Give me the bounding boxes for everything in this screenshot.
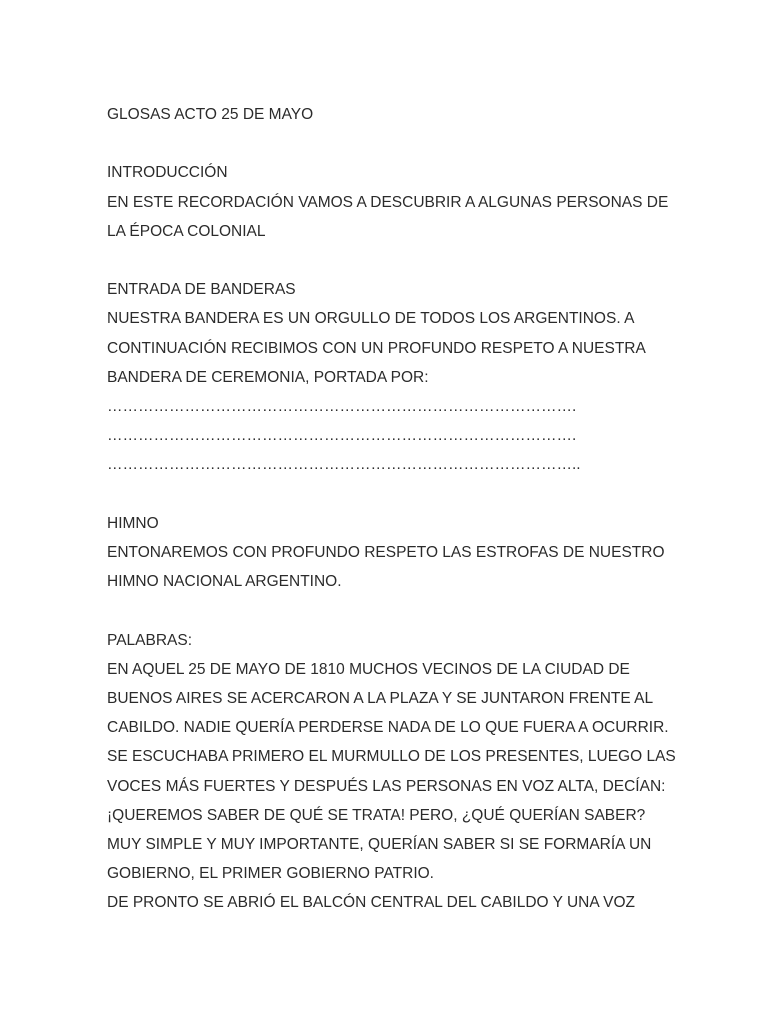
anthem-line: ENTONAREMOS CON PROFUNDO RESPETO LAS ESTROFAS DE NUESTRO <box>107 544 665 561</box>
document-page <box>107 100 687 918</box>
flags-line: NUESTRA BANDERA ES UN ORGULLO DE TODOS LOS ARGENTINOS. A <box>107 310 635 328</box>
words-line: DE PRONTO SE ABRIÓ EL BALCÓN CENTRAL DEL CABILDO Y UNA VOZ <box>107 894 636 912</box>
flag-bearer-blank: ……………………………………………………………………………….. <box>107 456 581 474</box>
anthem-line: HIMNO NACIONAL ARGENTINO. <box>107 573 342 591</box>
flags-heading: ENTRADA DE BANDERAS <box>107 281 296 299</box>
words-line: MUY SIMPLE Y MUY IMPORTANTE, QUERÍAN SABER SI SE FORMARÍA UN <box>107 836 652 854</box>
words-line: VOCES MÁS FUERTES Y DESPUÉS LAS PERSONAS EN VOZ ALTA, DECÍAN: <box>107 777 666 795</box>
spacer <box>107 480 687 509</box>
words-line: CABILDO. NADIE QUERÍA PERDERSE NADA DE LO QUE FUERA A OCURRIR. <box>107 719 669 737</box>
spacer <box>107 129 687 158</box>
intro-heading: INTRODUCCIÓN <box>107 164 228 182</box>
words-line: GOBIERNO, EL PRIMER GOBIERNO PATRIO. <box>107 865 434 883</box>
spacer <box>107 246 687 275</box>
flag-bearer-blank: ………………………………………………………………………………. <box>107 398 577 415</box>
intro-line: EN ESTE RECORDACIÓN VAMOS A DESCUBRIR A ALGUNAS PERSONAS DE <box>107 193 669 211</box>
spacer <box>107 596 687 625</box>
words-line: SE ESCUCHABA PRIMERO EL MURMULLO DE LOS PRESENTES, LUEGO LAS <box>107 748 676 766</box>
words-line: ¡QUEREMOS SABER DE QUÉ SE TRATA! PERO, ¿QUÉ QUERÍAN SABER? <box>107 806 646 824</box>
flag-bearer-blank: ………………………………………………………………………………. <box>107 427 577 445</box>
words-heading: PALABRAS: <box>107 631 193 649</box>
words-line: BUENOS AIRES SE ACERCARON A LA PLAZA Y SE JUNTARON FRENTE AL <box>107 690 654 707</box>
intro-line: LA ÉPOCA COLONIAL <box>107 222 266 240</box>
words-line: EN AQUEL 25 DE MAYO DE 1810 MUCHOS VECINOS DE LA CIUDAD DE <box>107 660 630 678</box>
flags-line: CONTINUACIÓN RECIBIMOS CON UN PROFUNDO RESPETO A NUESTRA <box>107 339 646 357</box>
document-title: GLOSAS ACTO 25 DE MAYO <box>107 106 314 123</box>
flags-line: BANDERA DE CEREMONIA, PORTADA POR: <box>107 368 429 386</box>
anthem-heading: HIMNO <box>107 514 159 532</box>
